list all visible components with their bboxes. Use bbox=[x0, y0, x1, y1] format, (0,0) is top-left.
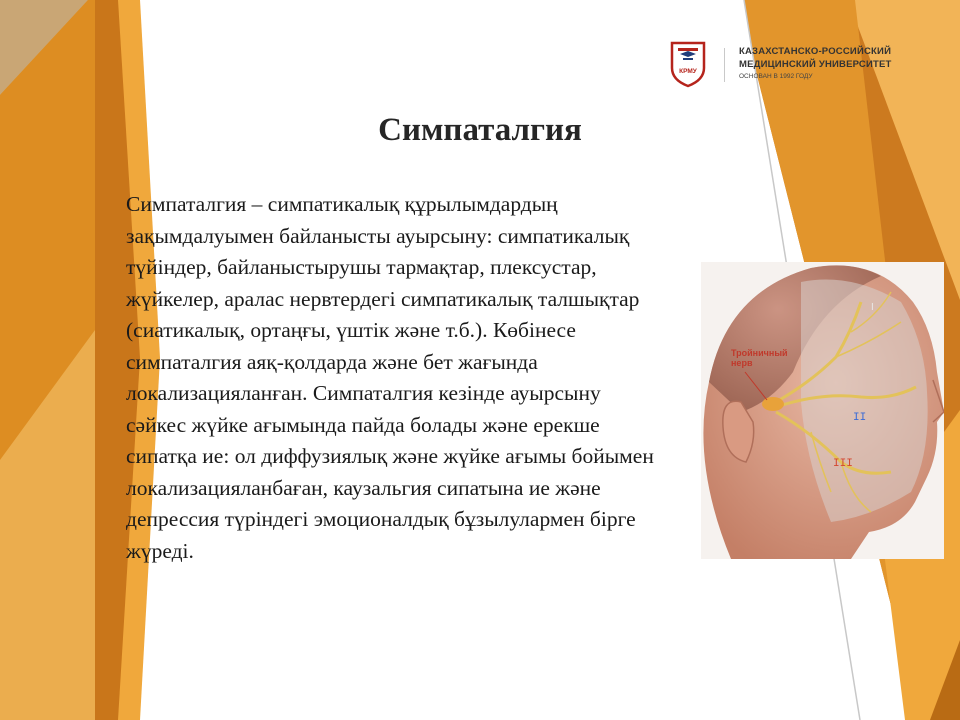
branch-label-II: II bbox=[853, 412, 867, 424]
branch-label-III: III bbox=[833, 458, 853, 470]
slide-body-text: Симпаталгия – симпатикалық құрылымдардың зақымдалуымен байланысты ауырсыну: симпатикалық түйіндер, байланыстырушы тармақтар, плексустар, жүйкелер, аралас нервтердегі симпатикалық талшықтар (сиатикалық, ортаңғы, үштік және т.б.). Көбінесе симпаталгия аяқ-қолдарда және бет жағында локализацияланған. Симпаталгия кезінде ауырсыну сәйкес жүйке ағымында пайда болады және ерекше сипатқа ие: ол диффузиялық және жүйке ағымы бойымен локализацияланбаған, каузальгия сипатына ие және депрессия түріндегі эмоционалдық бұзылулармен бірге жүреді. bbox=[126, 192, 654, 563]
logo-separator bbox=[724, 48, 725, 82]
trigeminal-nerve-illustration bbox=[701, 262, 944, 559]
university-crest-icon bbox=[668, 40, 708, 88]
logo-founded-text: ОСНОВАН В 1992 ГОДУ bbox=[739, 73, 813, 80]
svg-text:КРМУ: КРМУ bbox=[679, 68, 697, 75]
nerve-label-line1: Тройничный bbox=[731, 348, 788, 358]
nerve-label-line2: нерв bbox=[731, 358, 753, 368]
logo-university-name-line2: МЕДИЦИНСКИЙ УНИВЕРСИТЕТ bbox=[739, 59, 892, 70]
trigeminal-ganglion bbox=[762, 397, 784, 411]
university-logo bbox=[668, 40, 928, 90]
slide-title: Симпаталгия bbox=[378, 112, 582, 148]
branch-label-I: I bbox=[871, 302, 874, 313]
head-illustration bbox=[701, 262, 944, 559]
logo-university-name-line1: КАЗАХСТАНСКО-РОССИЙСКИЙ bbox=[739, 46, 892, 57]
trigeminal-nerve-label bbox=[731, 348, 788, 368]
